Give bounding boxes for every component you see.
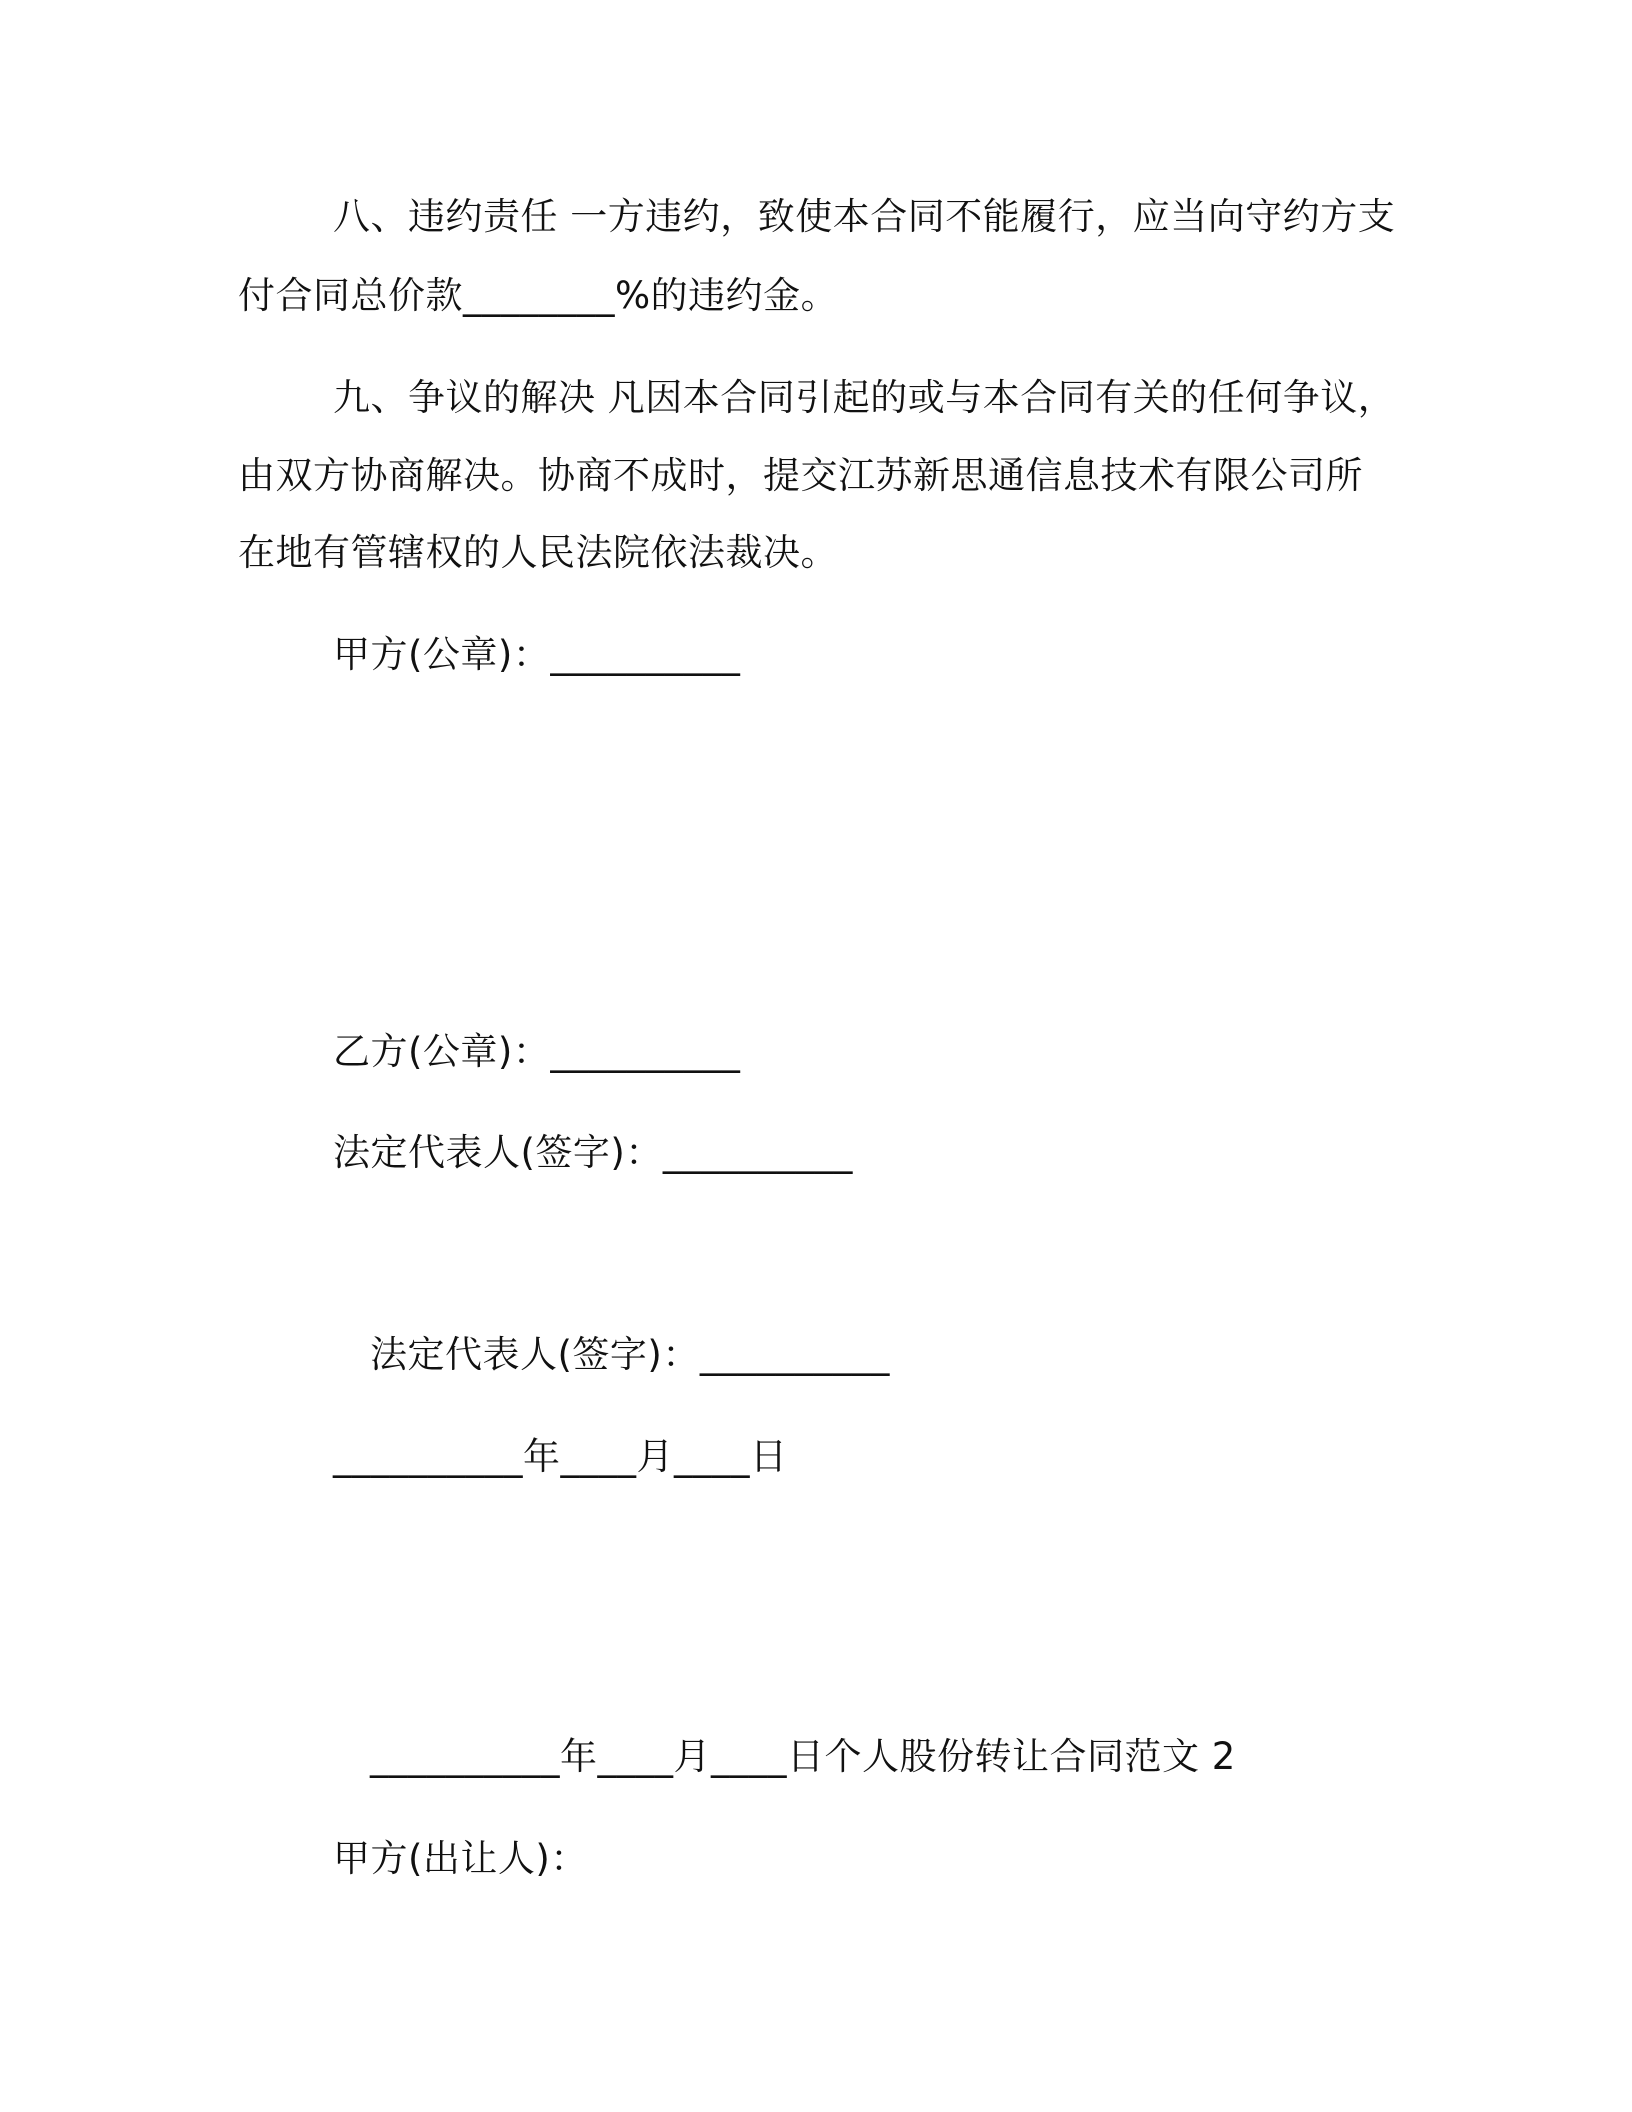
party-a-seal-line: 甲方(公章)：__________ <box>333 633 741 676</box>
party-b-seal-line: 乙方(公章)：__________ <box>333 1030 741 1073</box>
transferor-label: 甲方(出让人)： <box>333 1837 588 1880</box>
clause-9-line-2: 由双方协商解决。协商不成时，提交江苏新思通信息技术有限公司所 <box>238 454 1363 497</box>
clause-9-line-3: 在地有管辖权的人民法院依法裁决。 <box>238 531 838 574</box>
clause-9-line-1: 九、争议的解决 凡因本合同引起的或与本合同有关的任何争议， <box>333 376 1396 419</box>
date-line: __________年____月____日 <box>333 1435 788 1478</box>
clause-8-line-1: 八、违约责任 一方违约，致使本合同不能履行，应当向守约方支 <box>333 195 1396 238</box>
legal-representative-line-2: 法定代表人(签字)：__________ <box>370 1333 890 1376</box>
next-contract-title: __________年____月____日个人股份转让合同范文 2 <box>370 1735 1236 1778</box>
legal-representative-line-1: 法定代表人(签字)：__________ <box>333 1131 853 1174</box>
clause-8-line-2: 付合同总价款________%的违约金。 <box>238 274 839 317</box>
